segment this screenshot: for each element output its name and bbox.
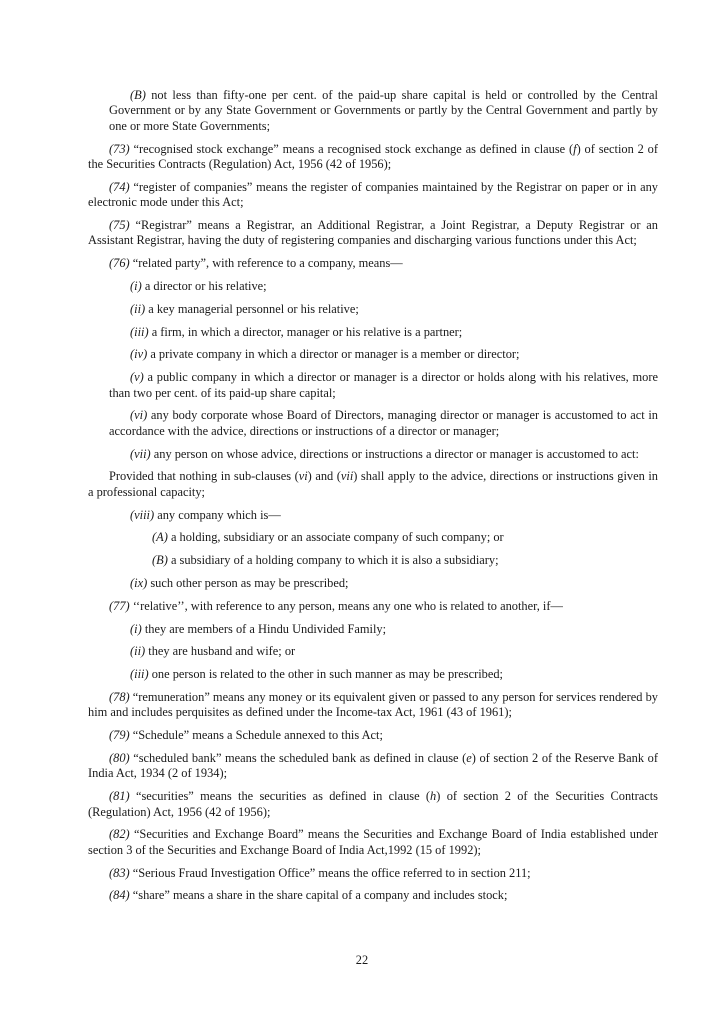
paragraph (88, 644, 658, 659)
clause-number: (i) (130, 279, 142, 294)
paragraph-text: “Schedule” means a Schedule annexed to this Act; (132, 728, 383, 743)
paragraph (88, 88, 658, 134)
paragraph-text: they are members of a Hindu Undivided Family; (144, 621, 387, 636)
clause-number: (i) (130, 621, 142, 636)
clause-number: (79) (109, 728, 130, 743)
paragraph-text: a subsidiary of a holding company to which it is also a subsidiary; (170, 553, 499, 568)
paragraph-text: a director or his relative; (144, 279, 267, 294)
clause-number: (74) (109, 179, 130, 194)
paragraph (88, 667, 658, 682)
paragraph-text: “Securities and Exchange Board” means the Securities and Exchange Board of India established under section 3 of the Securities and Exchange Board of India Act,1992 (15 of 1992); (88, 827, 658, 857)
paragraph (88, 866, 658, 881)
clause-number: (82) (109, 827, 130, 842)
paragraph-text: such other person as may be prescribed; (150, 576, 349, 590)
clause-number: (75) (109, 218, 130, 233)
paragraph (88, 302, 658, 317)
clause-number: (84) (109, 888, 130, 903)
clause-number: (78) (109, 689, 130, 704)
document-page (88, 88, 658, 911)
paragraph (88, 622, 658, 637)
paragraph-text: one person is related to the other in such manner as may be prescribed; (151, 667, 503, 682)
clause-number: (81) (109, 789, 130, 804)
paragraph-text: ‘‘relative’’, with reference to any person, means any one who is related to another, if— (132, 598, 563, 613)
paragraph-text: they are husband and wife; or (148, 644, 296, 659)
paragraph (88, 888, 658, 903)
paragraph-text: “recognised stock exchange” means a recognised stock exchange as defined in clause (f) of section 2 of the Securities Contracts (Regulation) Act, 1956 (42 of 1956); (88, 141, 658, 172)
clause-number: (ii) (130, 301, 146, 316)
paragraph (88, 576, 658, 591)
clause-number: (83) (109, 865, 130, 880)
clause-number: (77) (109, 598, 130, 613)
clause-number: (B) (130, 88, 146, 102)
clause-number: (76) (109, 256, 130, 271)
paragraph (88, 508, 658, 523)
clause-number: (ix) (130, 576, 148, 590)
paragraph-text: “register of companies” means the register of companies maintained by the Registrar on paper or in any electronic mode under this Act; (88, 179, 658, 210)
paragraph-text: “Serious Fraud Investigation Office” means the office referred to in section 211; (132, 865, 531, 880)
clause-number: (vii) (130, 446, 151, 461)
paragraph-text: “related party”, with reference to a company, means— (132, 256, 403, 271)
paragraph-text: a private company in which a director or manager is a member or director; (150, 347, 520, 362)
paragraph-text: a public company in which a director or manager is a director or holds along with his relatives, more than two per cent. of its paid-up share capital; (109, 370, 658, 400)
paragraph (88, 218, 658, 249)
clause-number: (v) (130, 370, 144, 385)
paragraph (88, 347, 658, 362)
paragraph (88, 469, 658, 500)
paragraph-text: “securities” means the securities as defined in clause (h) of section 2 of the Securities Contracts (Regulation) Act, 1956 (42 of 1956); (88, 789, 658, 819)
paragraph-text: not less than fifty-one per cent. of the paid-up share capital is held or controlled by the Central Government or by any State Government or Governments or partly by the Central Government and partly by one or more State Governments; (109, 88, 658, 133)
clause-number: (ii) (130, 644, 146, 659)
paragraph-text: a firm, in which a director, manager or his relative is a partner; (151, 324, 463, 339)
clause-number: (B) (152, 553, 168, 568)
paragraph-text: any company which is— (157, 507, 281, 522)
clause-number: (vi) (130, 408, 148, 423)
paragraph (88, 728, 658, 743)
paragraph-text: “remuneration” means any money or its equivalent given or passed to any person for services rendered by him and includes perquisites as defined under the Income-tax Act, 1961 (43 of 1961); (88, 689, 658, 720)
paragraph (88, 256, 658, 271)
clause-number: (80) (109, 750, 130, 765)
paragraph (88, 180, 658, 211)
paragraph-text: a key managerial personnel or his relative; (148, 301, 359, 316)
paragraph (88, 789, 658, 820)
paragraph (88, 142, 658, 173)
paragraph (88, 599, 658, 614)
paragraph-text: Provided that nothing in sub-clauses (vi) and (vii) shall apply to the advice, directions or instructions given in a professional capacity; (88, 469, 658, 499)
paragraph-text: a holding, subsidiary or an associate company of such company; or (170, 530, 504, 545)
paragraph (88, 690, 658, 721)
clause-number: (iv) (130, 347, 148, 362)
clause-number: (73) (109, 141, 130, 156)
clause-number: (iii) (130, 324, 149, 339)
paragraph (88, 325, 658, 340)
paragraph (88, 751, 658, 782)
paragraph-text: any body corporate whose Board of Directors, managing director or manager is accustomed to act in accordance with the advice, directions or instructions of a director or manager; (109, 408, 658, 438)
page-number: 22 (355, 953, 369, 967)
paragraph (88, 447, 658, 462)
paragraph-text: “share” means a share in the share capital of a company and includes stock; (132, 888, 508, 903)
paragraph (88, 530, 658, 545)
paragraph-text: any person on whose advice, directions or instructions a director or manager is accustomed to act: (153, 446, 639, 461)
clause-number: (iii) (130, 667, 149, 682)
clause-number: (A) (152, 530, 168, 545)
paragraph (88, 827, 658, 858)
paragraph (88, 553, 658, 568)
paragraph-text: “Registrar” means a Registrar, an Additional Registrar, a Joint Registrar, a Deputy Registrar or an Assistant Registrar, having the duty of registering companies and discharging various functions under this Act; (88, 218, 658, 248)
paragraph (88, 408, 658, 439)
paragraph-text: “scheduled bank” means the scheduled bank as defined in clause (e) of section 2 of the Reserve Bank of India Act, 1934 (2 of 1934); (88, 750, 658, 781)
paragraph (88, 279, 658, 294)
paragraph (88, 370, 658, 401)
clause-number: (viii) (130, 507, 155, 522)
